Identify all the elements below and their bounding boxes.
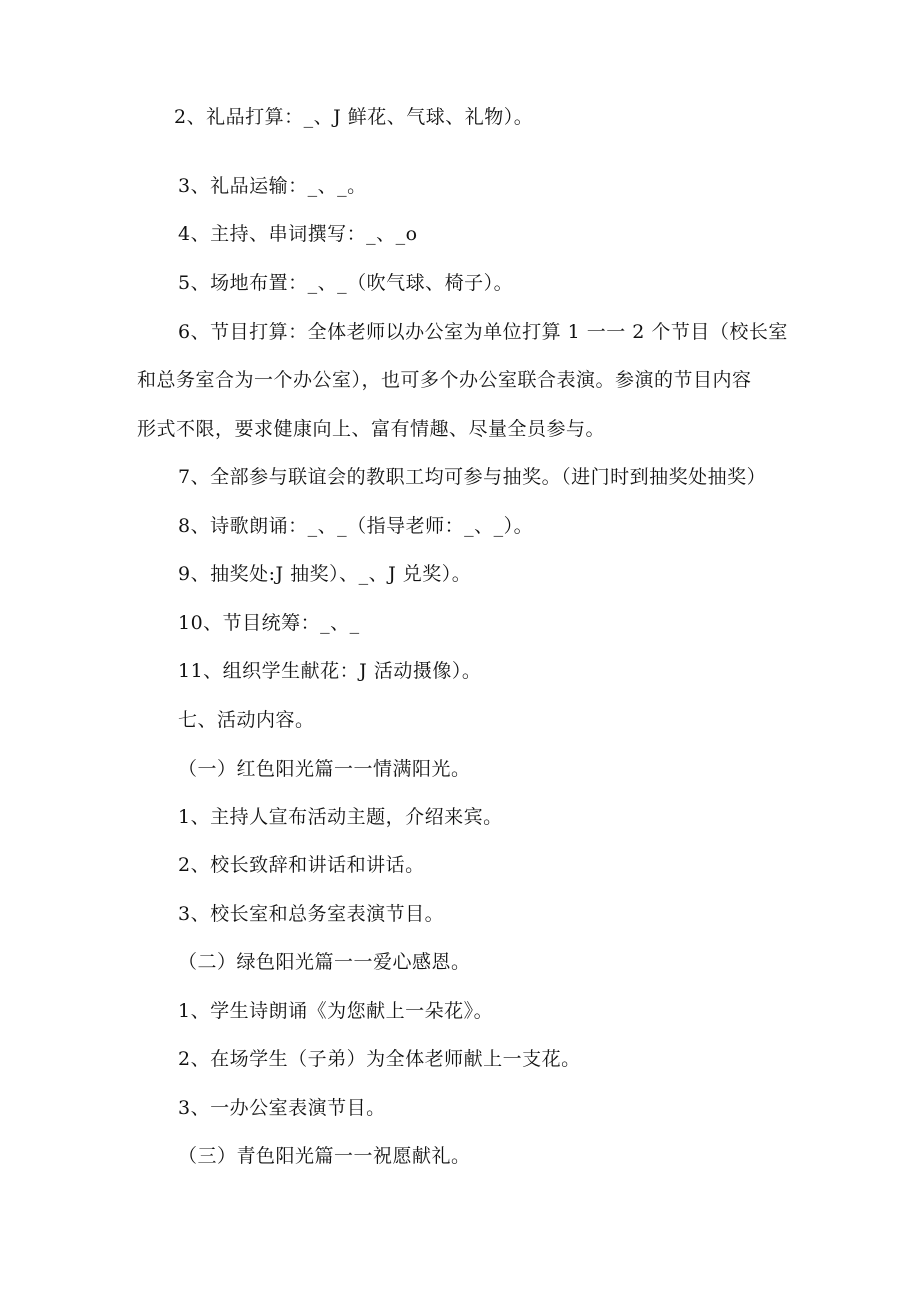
text-line: 7、全部参与联谊会的教职工均可参与抽奖。（进门时到抽奖处抽奖） xyxy=(178,466,767,488)
text-line: 3、一办公室表演节目。 xyxy=(178,1097,386,1119)
text-line: 4、主持、串词撰写：_、_o xyxy=(178,223,418,245)
text-line: 和总务室合为一个办公室），也可多个办公室联合表演。参演的节目内容 xyxy=(137,369,752,391)
subsection-heading: （一）红色阳光篇一一情满阳光。 xyxy=(178,758,471,780)
text-line: 5、场地布置：_、_（吹气球、椅子）。 xyxy=(178,272,514,294)
text-line: 10、节目统筹：_、_ xyxy=(178,612,360,634)
text-line: 1、学生诗朗诵《为您献上一朵花》。 xyxy=(178,1000,494,1022)
text-line: 11、组织学生献花：J 活动摄像）。 xyxy=(178,660,482,682)
text-line: 2、礼品打算：_、J 鲜花、气球、礼物）。 xyxy=(174,106,534,128)
text-line: 2、校长致辞和讲话和讲话。 xyxy=(178,854,425,876)
subsection-heading: （三）青色阳光篇一一祝愿献礼。 xyxy=(178,1145,471,1167)
text-line: 2、在场学生（子弟）为全体老师献上一支花。 xyxy=(178,1048,581,1070)
text-line: 形式不限，要求健康向上、富有情趣、尽量全员参与。 xyxy=(137,418,606,440)
section-heading: 七、活动内容。 xyxy=(178,709,315,731)
text-line: 6、节目打算：全体老师以办公室为单位打算 1 一一 2 个节目（校长室 xyxy=(178,321,788,343)
text-line: 3、校长室和总务室表演节目。 xyxy=(178,903,445,925)
text-line: 8、诗歌朗诵：_、_（指导老师：_、_）。 xyxy=(178,515,534,537)
text-line: 9、抽奖处:J 抽奖）、_、J 兑奖）。 xyxy=(178,563,472,585)
text-line: 1、主持人宣布活动主题，介绍来宾。 xyxy=(178,806,503,828)
text-line: 3、礼品运输：_、_。 xyxy=(178,175,367,197)
subsection-heading: （二）绿色阳光篇一一爱心感恩。 xyxy=(178,951,471,973)
